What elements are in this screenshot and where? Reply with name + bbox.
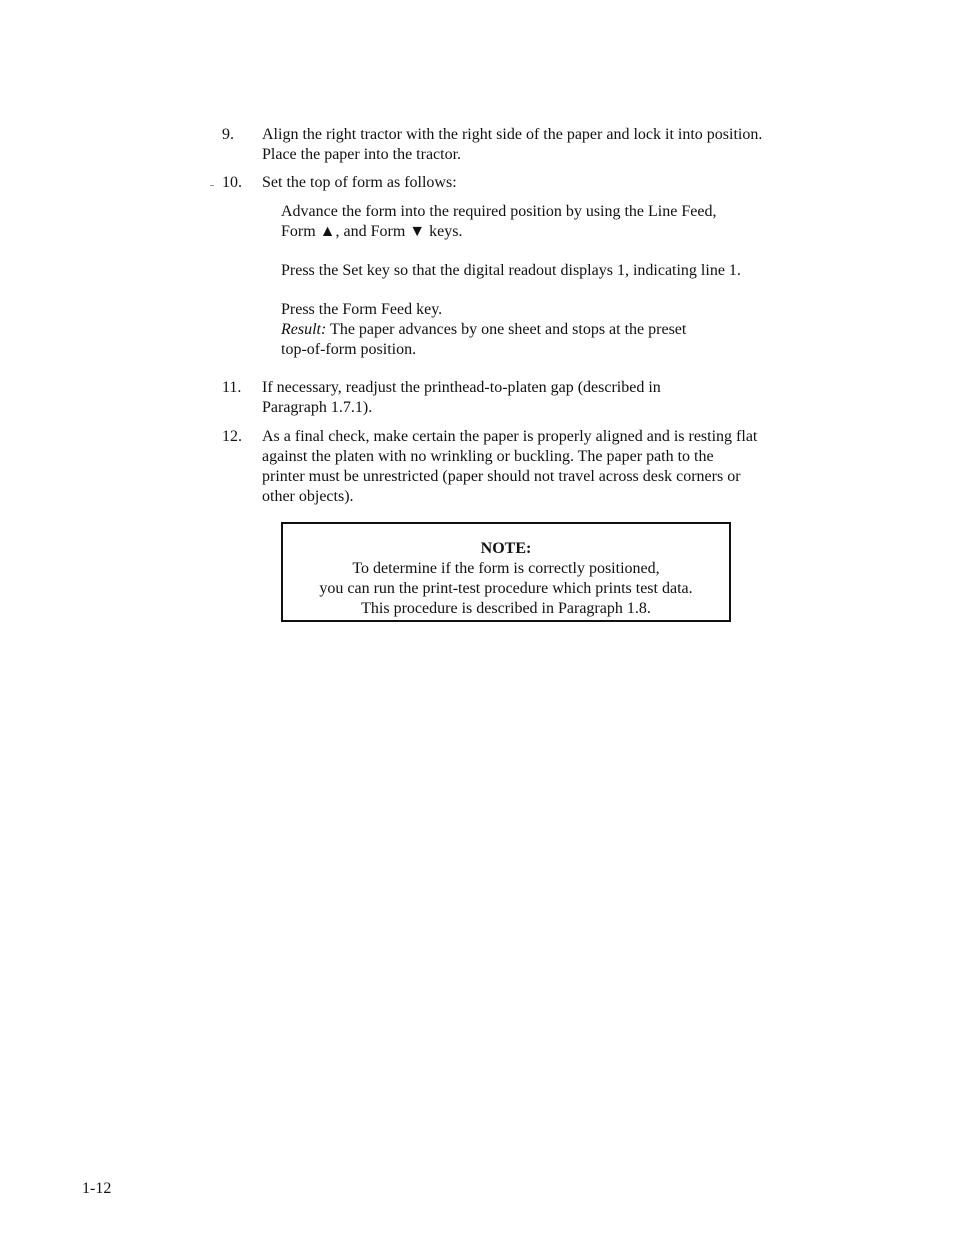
note-box <box>281 522 731 622</box>
substep-result-line <box>281 320 841 340</box>
step-text <box>262 427 822 507</box>
page-number: 1-12 <box>82 1180 112 1197</box>
step-number: 11. <box>222 379 242 396</box>
step-line: against the platen with no wrinkling or buckling. The paper path to the <box>262 448 714 465</box>
substep-press-set <box>281 261 841 281</box>
step-line: Align the right tractor with the right side of the paper and lock it into position. <box>262 126 763 143</box>
step-line: As a final check, make certain the paper is properly aligned and is resting flat <box>262 428 758 445</box>
substep-line: Press the Form Feed key. <box>281 301 443 318</box>
substep-form-feed <box>281 300 841 360</box>
step-line: Place the paper into the tractor. <box>262 146 462 163</box>
substep-line: Advance the form into the required position by using the Line Feed, <box>281 203 717 220</box>
step-line: Set the top of form as follows: <box>262 174 457 191</box>
step-text <box>262 173 822 193</box>
step-line: printer must be unrestricted (paper should not travel across desk corners or <box>262 468 741 485</box>
margin-mark <box>210 185 214 186</box>
substep-advance-form <box>281 202 841 242</box>
substep-line: Form ▲, and Form ▼ keys. <box>281 223 463 240</box>
note-line: you can run the print-test procedure which prints test data. <box>319 580 693 597</box>
note-content <box>283 539 729 619</box>
step-line: other objects). <box>262 488 354 505</box>
result-label: Result: <box>281 321 327 338</box>
step-line: Paragraph 1.7.1). <box>262 399 373 416</box>
note-title: NOTE: <box>480 540 532 557</box>
step-number: 12. <box>222 428 242 445</box>
step-text <box>262 125 822 165</box>
step-line: If necessary, readjust the printhead-to-platen gap (described in <box>262 379 661 396</box>
result-text: The paper advances by one sheet and stops at the preset <box>326 321 687 338</box>
substep-line: Press the Set key so that the digital readout displays 1, indicating line 1. <box>281 262 741 279</box>
note-line: To determine if the form is correctly positioned, <box>352 560 660 577</box>
step-number: 10. <box>222 174 242 191</box>
step-number: 9. <box>222 126 234 143</box>
step-text <box>262 378 822 418</box>
substep-line: top-of-form position. <box>281 341 417 358</box>
note-line: This procedure is described in Paragraph 1.8. <box>361 600 651 617</box>
